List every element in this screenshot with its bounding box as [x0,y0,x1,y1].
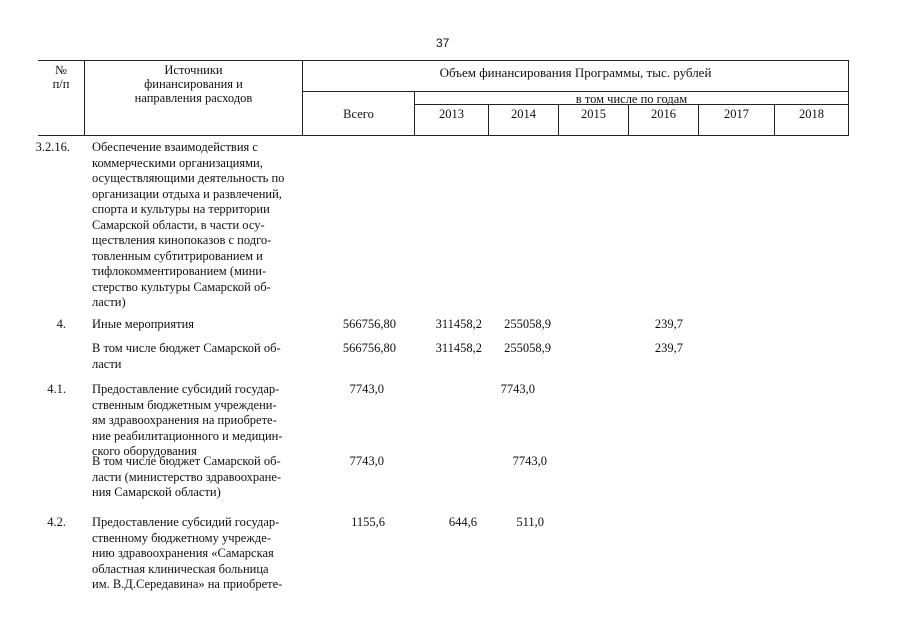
row-value-2014: 7743,0 [500,382,535,396]
row-value-2014: 255058,9 [504,341,551,355]
header-year-2014: 2014 [511,107,536,121]
header-source-label: Источники финансирования и направления расходов [134,63,253,105]
row-value-2016: 239,7 [654,317,683,331]
row-description: В том числе бюджет Самарской об- ласти (министерство здравоохране- ния Самарской области) [92,454,282,499]
row-total: 7743,0 [349,382,384,396]
header-year-2013: 2013 [439,107,464,121]
header-by-years-label: в том числе по годам [575,92,688,106]
page-number: 37 [436,36,450,50]
header-top-rule [38,60,849,61]
header-total-label: Всего [343,107,374,121]
header-year-2018: 2018 [799,107,824,121]
header-num-label: № п/п [52,63,70,91]
row-total: 566756,80 [342,317,396,331]
header-volume-label: Объем финансирования Программы, тыс. рублей [439,65,712,80]
row-total: 1155,6 [351,515,385,529]
header-bottom-rule [38,135,849,136]
row-description: Обеспечение взаимодействия с коммерческими организациями, осуществляющими деятельность по организации отдыха и развлечений, спорта и культуры на территории Самарской области, в части осу- ществления кинопоказов с подго- товленным субтитрированием и тифлокомментированием (мини- стерство культуры Самарской об- ласти) [92,140,285,309]
row-description: Иные мероприятия [92,317,195,331]
row-value-2014: 511,0 [516,515,544,529]
header-year-2015: 2015 [581,107,606,121]
row-number: 4.1. [47,382,66,396]
row-value-2014: 255058,9 [504,317,551,331]
row-value-2013: 311458,2 [435,341,482,355]
header-year-2016: 2016 [651,107,676,121]
row-description: Предоставление субсидий государ- ственному бюджетному учрежде- нию здравоохранения «Самарская областная клиническая больница им. В.Д.Середавина» на приобрете- [92,515,283,591]
row-value-2016: 239,7 [654,341,683,355]
header-year-2017: 2017 [724,107,749,121]
row-description: Предоставление субсидий государ- ственным бюджетным учреждени- ям здравоохранения на приобрете- ние реабилитационного и медицин- ского оборудования [92,382,283,458]
row-number: 4.2. [47,515,66,529]
row-number: 3.2.16. [35,140,70,154]
row-description: В том числе бюджет Самарской об- ласти [92,341,281,371]
row-number: 4. [56,317,66,331]
row-value-2013: 644,6 [448,515,477,529]
row-value-2014: 7743,0 [512,454,547,468]
row-value-2013: 311458,2 [435,317,482,331]
row-total: 566756,80 [342,341,396,355]
header-col-divider [848,60,849,136]
row-total: 7743,0 [349,454,384,468]
